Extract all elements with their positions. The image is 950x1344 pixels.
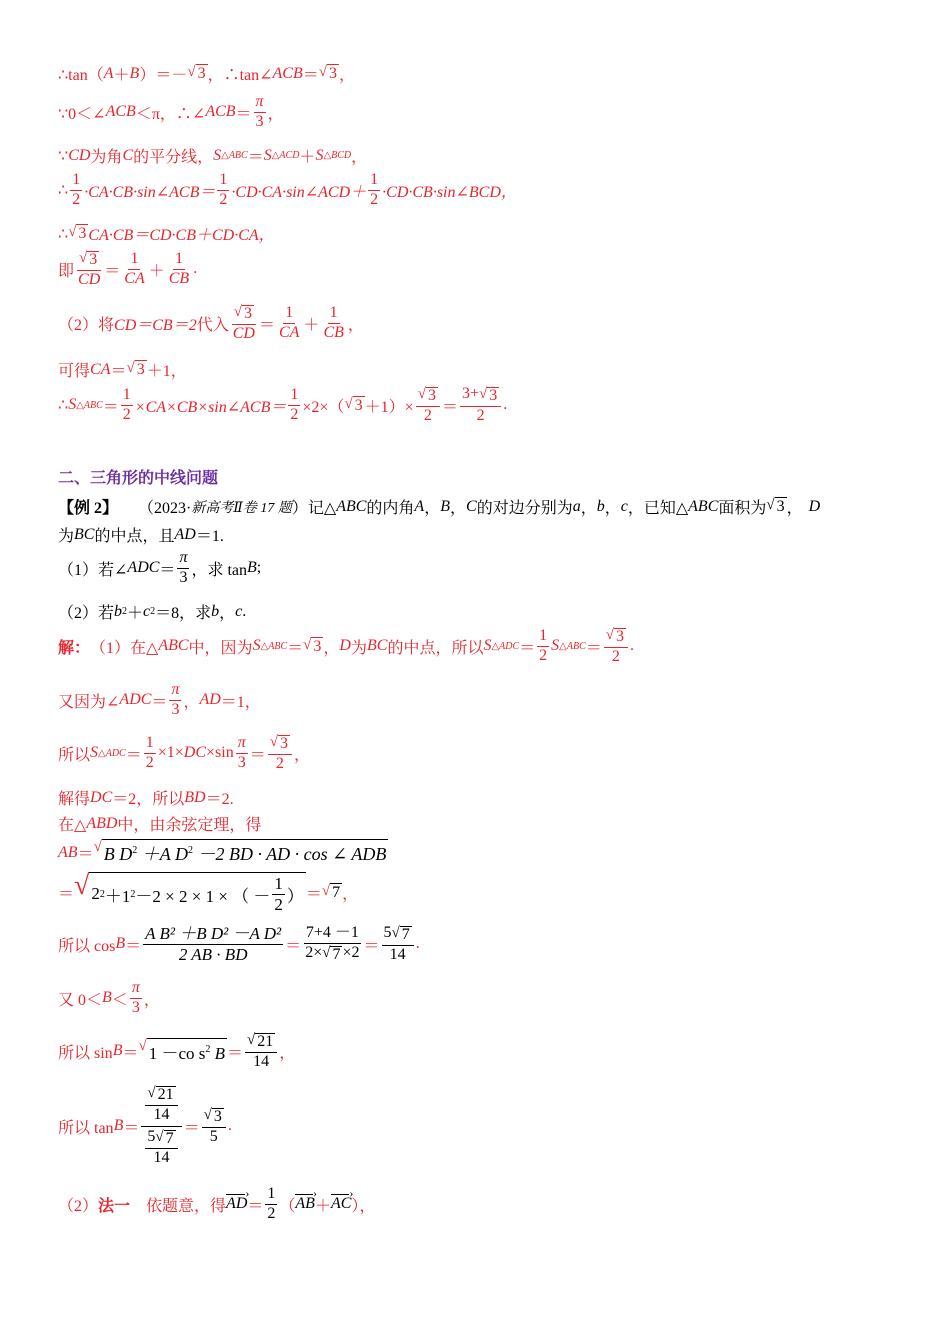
vector-ad: AD › [226,1195,247,1213]
line-7: （2）将 CD＝CB＝2 代入 √ 3 CD ＝ $\frac{1}{CA}$ ＋ $\frac{1}{CB}$ ， [58,304,364,342]
fraction: √ 3 2 [604,627,628,666]
fraction: $\frac{1}{2}$ [122,386,131,423]
line-8: 可得 CA ＝ √ 3 ＋1， [58,360,187,380]
fraction: √ 21 14 [245,1032,277,1071]
fraction: $\frac{1}{CB}$ [323,304,344,341]
radical: √ 3 [344,395,363,414]
solution-line-3: 所以 S △ADC ＝ $\frac{1}{2}$ ×1× DC ×sin $\frac{\pi}{3}$ ＝ √ 3 2 ， [58,734,310,772]
fraction: √ 3 2 [416,386,440,425]
radical: √ B $D^2 +A$ $D^2 -2$ BD · AD · cos ∠ ADB [93,839,387,864]
compound-fraction: √ 21 14 5 √ 7 14 [141,1085,181,1167]
solution-line-4: 解得 DC ＝2，所以 BD ＝2. [58,788,234,808]
radical: √ 3 [303,636,322,655]
solution-line-11: 所以 tan B ＝ √ 21 14 5 √ 7 14 ＝ √ 3 5 . [58,1085,232,1167]
line-2: ∵0＜∠ ACB ＜π，∴∠ ACB ＝ $\frac{\pi}{3}$ ， [58,93,284,130]
radical: √ 3 [766,497,785,515]
fraction: $\frac{\text{A B² ＋B D² －A D²}}{2 AB \cdot BD}$ [145,924,282,964]
line-3: ∵ CD 为角 C 的平分线， S △ABC ＝ S △ACD ＋ S △BCD ， [58,146,368,166]
line-5: ∴ √ 3 CA·CB＝CD·CB＋CD·CA， [58,224,275,244]
fraction: $\frac{1}{2}$ [539,627,548,664]
fraction: $\frac{1}{2}$ [72,171,81,208]
fraction: $\frac{1}{2}$ [274,874,283,914]
fraction: $\frac{1}{CA}$ [124,250,145,287]
example-statement-cont: 为 BC 的中点，且 AD ＝1. [58,525,224,545]
fraction: $\frac{1}{CA}$ [278,304,300,341]
solution-line-7: ＝ √ 2 2 ＋1 2 －2 × 2 × 1 × （ － $\frac{1}{2}$ ） ＝ √ 7 ， [58,870,359,914]
fraction: $\frac{1}{2}$ [145,734,154,771]
solution-line-9: 又 0＜ B ＜ $\frac{\pi}{3}$ ， [58,979,160,1016]
fraction: √ 3 2 [268,734,292,773]
fraction: 7+4 －1 2× √ 7 ×2 [305,924,360,963]
radical: √ 3 [68,224,87,242]
solution-line-12: （2） 法一 依题意，得 AD › ＝ $\frac{1}{2}$ （ AB › ＋ AC › ）， [58,1186,375,1223]
section-heading: 二、三角形的中线问题 [58,468,219,487]
solution-line-2: 又因为∠ ADC ＝ $\frac{\pi}{3}$ ， AD ＝1， [58,681,261,718]
question-2: （2）若 b 2 ＋ c 2 ＝8，求 b ， c . [58,602,247,622]
vector-ab: AB › [295,1195,315,1213]
solution-line-6: AB ＝ √ B $D^2 +A$ $D^2 -2$ BD · AD · cos ∠ ADB [58,839,387,864]
fraction: 5 √ 7 14 [382,925,414,964]
line-9: ∴ S △ABC ＝ $\frac{1}{2}$ ×CA×CB×sin∠ACB＝ $\frac{1}{2}$ ×2×（ √ 3 ＋1）× √ 3 2 ＝ 3+ √ 3 2 . [58,385,508,424]
fraction: $\frac{\pi}{3}$ [179,549,188,586]
fraction: √ 3 CD [78,250,101,288]
fraction: $\frac{\pi}{3}$ [171,681,180,718]
radical: √ 3 [126,360,145,378]
fraction: $\frac{\pi}{3}$ [255,93,264,130]
example-statement: 【例 2】 （2023· 新高考Ⅱ卷 17 题 ）记△ ABC 的内角 A ， B ， C 的对边分别为 a ， b ， c ，已知△ ABC 面积为 √ 3 ， D [58,497,821,517]
fraction: $\frac{\pi}{3}$ [131,979,140,1016]
radical: √ 7 [321,883,341,902]
fraction: $\frac{\pi}{3}$ [237,734,246,771]
radical: √ 3 [187,64,206,82]
vector-ac: AC › [331,1195,351,1213]
fraction: $\frac{1}{CB}$ [168,250,190,287]
fraction: $\frac{1}{2}$ [370,171,379,208]
solution-line-1: 解： （1）在△ ABC 中，因为 S △ABC ＝ √ 3 ， D 为 BC 的中点，所以 S △ADC ＝ $\frac{1}{2}$ S △ABC ＝ √ 3 2 . [58,627,634,665]
line-6: 即 √ 3 CD ＝ $\frac{1}{CA}$ ＋ $\frac{1}{CB}$ . [58,250,198,288]
fraction: $\frac{1}{2}$ [219,171,228,208]
fraction: $\frac{1}{2}$ [267,1185,276,1222]
solution-line-8: 所以 cos B ＝ $\frac{\text{A B² ＋B D² －A D²}}{2 AB \cdot BD}$ ＝ 7+4 －1 2× √ 7 ×2 ＝ 5 √ 7 14 . [58,924,420,964]
fraction: √ 3 5 [202,1107,226,1146]
solution-line-10: 所以 sin B ＝ √ 1 －co $s^2$ B ＝ √ 21 14 ， [58,1032,296,1070]
line-4: ∴ $\frac{1}{2}$ ·CA·CB·sin∠ACB＝ $\frac{1}{2}$ ·CD·CA·sin∠ACD＋ $\frac{1}{2}$ ·CD·CB·sin∠BCD， [58,171,517,208]
question-1: （1）若∠ ADC ＝ $\frac{\pi}{3}$ ，求 tan B ; [58,549,262,586]
radical: √ 2 2 ＋1 2 －2 × 2 × 1 × （ － $\frac{1}{2}$ ） [74,870,304,914]
fraction: √ 3 CD [232,304,255,342]
radical: √ 3 [318,64,337,82]
radical: √ 1 －co $s^2$ B [138,1038,226,1064]
fraction: 3+ √ 3 2 [460,386,501,425]
fraction: $\frac{1}{2}$ [290,386,299,423]
solution-line-5: 在△ ABD 中，由余弦定理，得 [58,814,262,834]
line-1: ∴tan（ A ＋ B ）＝－ √ 3 ，∴tan∠ ACB ＝ √ 3 ， [58,64,356,84]
